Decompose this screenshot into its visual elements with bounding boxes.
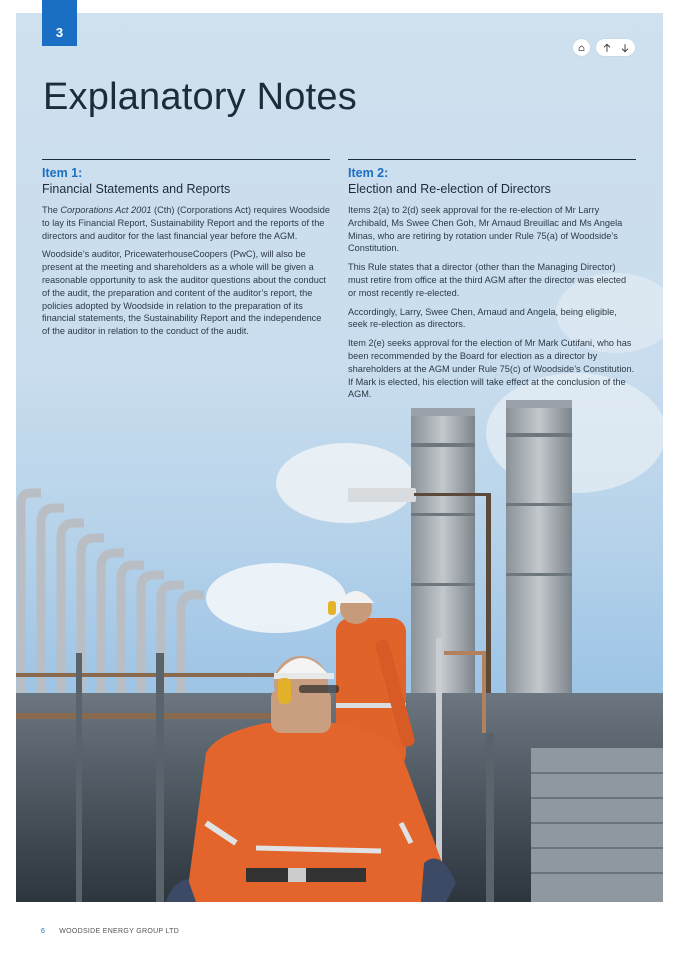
item1-p1-italic: Corporations Act 2001 (60, 205, 152, 215)
page-number: 3 (55, 25, 64, 40)
page-panel (16, 13, 663, 902)
home-icon (578, 43, 585, 53)
item1-divider (42, 159, 330, 160)
navigation-bar (573, 39, 635, 56)
arrow-down-icon[interactable] (620, 43, 630, 53)
item1-paragraph-1 (42, 204, 330, 242)
item1-p1-before: The (42, 205, 61, 215)
footer-company: WOODSIDE ENERGY GROUP LTD (59, 928, 180, 935)
item2-paragraph-2: This Rule states that a director (other than the Managing Director) must retire from office at the third AGM after the director was elected or most recently re-elected. (348, 262, 627, 298)
footer-page-number: 6 (41, 928, 46, 935)
page-nav-buttons (596, 39, 635, 56)
item2-paragraph-4: Item 2(e) seeks approval for the election of Mr Mark Cutifani, who has been recommended by the Board for election as a director by shareholders at the AGM under Rule 75(c) of Woodside’s Constitution. If Mark is elected, his election will take effect at the conclusion of the AGM. (348, 338, 635, 400)
footer (41, 928, 179, 935)
item2-heading: Election and Re-election of Directors (348, 182, 551, 196)
item2-column (348, 159, 636, 407)
item1-column (42, 159, 330, 344)
item1-label: Item 1: (42, 166, 83, 180)
page-title: Explanatory Notes (43, 76, 357, 118)
item1-paragraph-2: Woodside’s auditor, PricewaterhouseCoopers (PwC), will also be present at the meeting and shareholders as a whole will be given a reasonable opportunity to ask the auditor questions about the conduct of the audit, the preparation and content of the auditor’s report, the policies adopted by Woodside in relation to the preparation of its financial statements, the Sustainability Report and the independence of the auditor in relation to the conduct of the audit. (42, 249, 326, 337)
arrow-up-icon[interactable] (602, 43, 612, 53)
item2-paragraph-3: Accordingly, Larry, Swee Chen, Arnaud and Angela, being eligible, seek re-election as directors. (348, 306, 617, 330)
page-number-tab (42, 0, 77, 46)
item2-label: Item 2: (348, 166, 389, 180)
home-button[interactable] (573, 39, 590, 56)
item1-p1-after: (Cth) (Corporations Act) requires Woodside to lay its Financial Report, Sustainability Report and the reports of the directors and auditor for the last financial year before the AGM. (42, 205, 331, 241)
item2-divider (348, 159, 636, 160)
item2-paragraph-1: Items 2(a) to 2(d) seek approval for the re-election of Mr Larry Archibald, Ms Swee Chen Goh, Mr Arnaud Breuillac and Ms Angela Minas, who are retiring by rotation under Rule 75(a) of Woodside’s Constitution. (348, 205, 623, 254)
item1-heading: Financial Statements and Reports (42, 182, 231, 196)
industrial-photo (16, 13, 663, 902)
